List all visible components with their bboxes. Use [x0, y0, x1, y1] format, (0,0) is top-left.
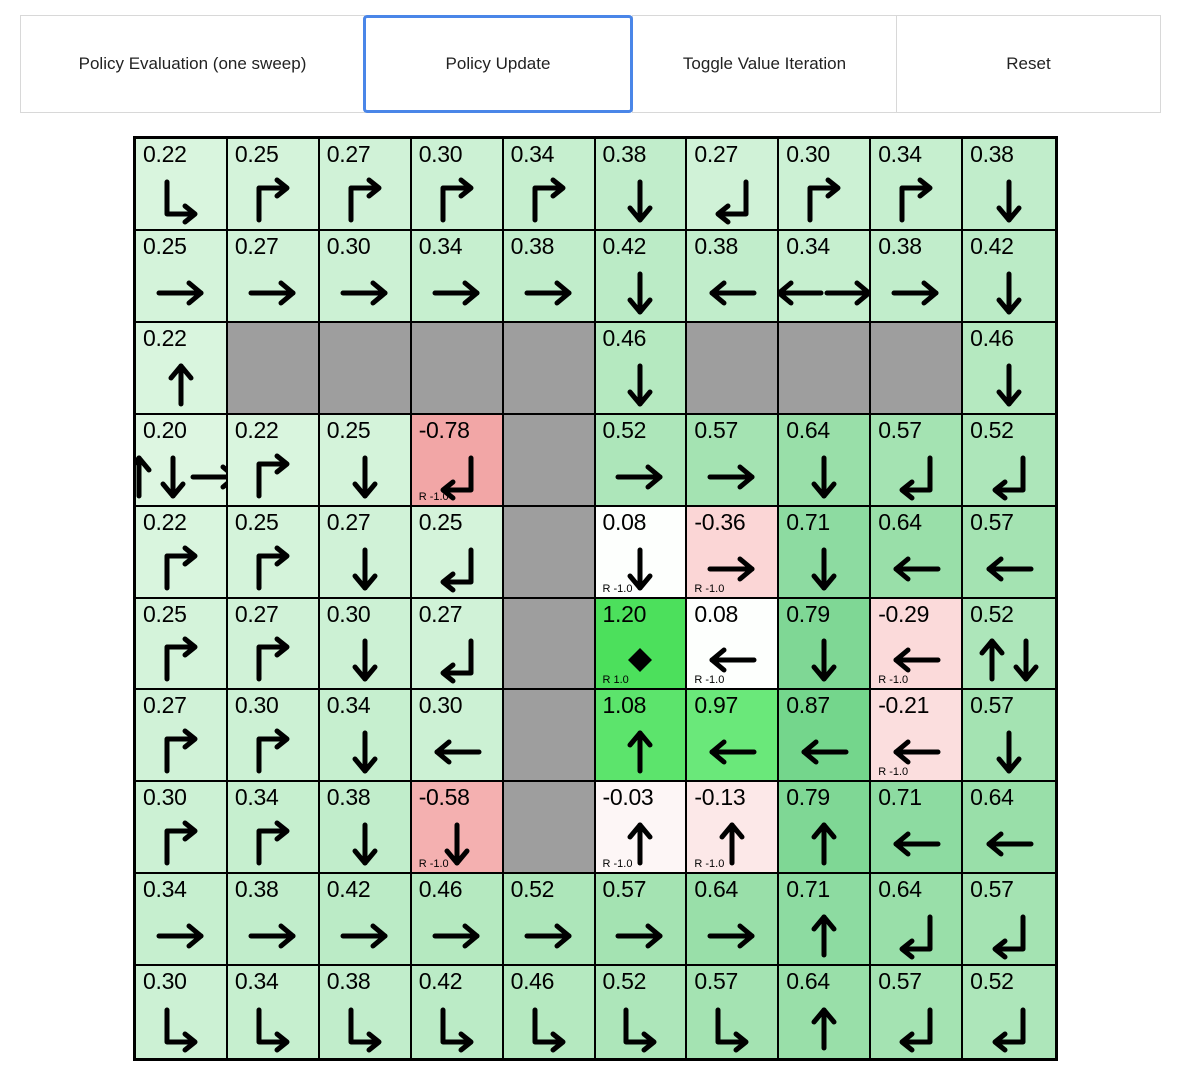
- cell-value: 0.30: [143, 968, 187, 995]
- grid-cell[interactable]: [320, 139, 412, 231]
- cell-policy-arrow: [687, 724, 777, 780]
- grid-cell[interactable]: [687, 599, 779, 691]
- cell-policy-arrow: [963, 633, 1055, 689]
- cell-policy-arrow: [228, 724, 318, 780]
- cell-policy-arrow: [596, 357, 686, 413]
- grid-cell[interactable]: [963, 139, 1055, 231]
- cell-reward: R -1.0: [418, 490, 449, 503]
- cell-value: 0.30: [418, 692, 463, 719]
- cell-value: 0.38: [694, 232, 738, 259]
- cell-reward: R -1.0: [694, 674, 725, 687]
- cell-policy-arrow: [871, 908, 961, 964]
- grid-cell[interactable]: [320, 874, 412, 966]
- cell-policy-arrow: [320, 908, 410, 964]
- cell-policy-arrow: [136, 173, 226, 229]
- cell-policy-arrow: [228, 633, 318, 689]
- cell-value: 0.46: [510, 968, 555, 995]
- grid-cell[interactable]: [412, 690, 504, 782]
- cell-value: 0.71: [878, 784, 922, 811]
- cell-policy-arrow: [136, 357, 226, 413]
- cell-value: 0.25: [143, 232, 187, 259]
- grid-cell[interactable]: [228, 139, 320, 231]
- cell-policy-arrow: [228, 265, 318, 321]
- cell-value: 0.25: [234, 141, 279, 167]
- cell-reward: R -1.0: [694, 858, 725, 871]
- cell-policy-arrow: [963, 173, 1055, 229]
- cell-value: 0.46: [418, 876, 463, 903]
- cell-policy-arrow: [963, 449, 1055, 505]
- cell-value: 0.79: [786, 784, 830, 811]
- cell-policy-arrow: [228, 449, 318, 505]
- grid-cell[interactable]: [136, 415, 228, 507]
- cell-value: 0.64: [878, 876, 922, 903]
- cell-value: 0.52: [510, 876, 555, 903]
- cell-value: 0.38: [326, 968, 371, 995]
- cell-value: 0.46: [602, 324, 647, 351]
- grid-cell[interactable]: [228, 966, 320, 1058]
- cell-policy-arrow: [687, 173, 777, 229]
- cell-policy-arrow: [504, 908, 594, 964]
- grid-cell[interactable]: [963, 599, 1055, 691]
- cell-value: 0.57: [970, 508, 1014, 535]
- grid-cell[interactable]: [779, 415, 871, 507]
- grid-cell[interactable]: [228, 874, 320, 966]
- cell-value: 0.57: [602, 876, 647, 903]
- grid-cell[interactable]: [963, 323, 1055, 415]
- grid-cell[interactable]: [228, 782, 320, 874]
- grid-cell[interactable]: [779, 507, 871, 599]
- grid-cell[interactable]: [504, 874, 596, 966]
- grid-cell[interactable]: [687, 782, 779, 874]
- cell-value: -0.29: [878, 600, 930, 627]
- grid-cell[interactable]: [779, 874, 871, 966]
- cell-policy-arrow: [320, 541, 410, 597]
- cell-policy-arrow: [136, 541, 226, 597]
- grid-cell[interactable]: [779, 599, 871, 691]
- cell-value: 0.64: [786, 968, 830, 995]
- cell-value: 0.38: [970, 141, 1014, 167]
- grid-cell[interactable]: [871, 690, 963, 782]
- cell-policy-arrow: [412, 265, 502, 321]
- cell-policy-arrow: [963, 265, 1055, 321]
- grid-cell[interactable]: [412, 599, 504, 691]
- cell-value: 0.57: [694, 416, 738, 443]
- cell-value: 0.38: [510, 232, 555, 259]
- cell-value: 0.22: [143, 141, 187, 167]
- cell-value: 0.27: [234, 232, 279, 259]
- grid-cell-wall: [504, 507, 596, 599]
- cell-value: 0.34: [326, 692, 371, 719]
- grid-cell[interactable]: [596, 323, 688, 415]
- cell-value: 0.52: [602, 968, 647, 995]
- cell-value: 0.27: [694, 141, 738, 167]
- cell-policy-arrow: [228, 173, 318, 229]
- cell-value: 1.20: [602, 600, 647, 627]
- cell-value: 0.30: [786, 141, 830, 167]
- grid-cell-wall: [504, 690, 596, 782]
- cell-value: 0.42: [326, 876, 371, 903]
- grid-cell[interactable]: [687, 966, 779, 1058]
- grid-cell[interactable]: [320, 507, 412, 599]
- cell-policy-arrow: [504, 1000, 594, 1058]
- cell-value: 0.57: [970, 876, 1014, 903]
- grid-cell-wall: [504, 415, 596, 507]
- cell-reward: R -1.0: [418, 858, 449, 871]
- grid-cell-wall: [228, 323, 320, 415]
- grid-cell-wall: [779, 323, 871, 415]
- cell-policy-arrow: [412, 541, 502, 597]
- grid-cell[interactable]: [228, 415, 320, 507]
- cell-value: 0.08: [694, 600, 738, 627]
- cell-value: 0.79: [786, 600, 830, 627]
- cell-policy-arrow: [779, 724, 869, 780]
- grid-cell[interactable]: [871, 507, 963, 599]
- cell-reward: R -1.0: [602, 582, 633, 595]
- cell-reward: R -1.0: [694, 582, 725, 595]
- cell-value: 0.34: [234, 968, 279, 995]
- reset-label: Reset: [1006, 54, 1051, 73]
- grid-cell[interactable]: [779, 966, 871, 1058]
- cell-value: 0.20: [143, 416, 187, 443]
- cell-value: 0.57: [878, 968, 922, 995]
- cell-policy-arrow: [779, 541, 869, 597]
- grid-cell[interactable]: [596, 782, 688, 874]
- cell-value: 0.30: [326, 600, 371, 627]
- cell-value: 0.42: [970, 232, 1014, 259]
- cell-value: 0.46: [970, 324, 1014, 351]
- cell-value: 0.38: [602, 141, 647, 167]
- grid-cell[interactable]: [412, 966, 504, 1058]
- cell-reward: R 1.0: [602, 674, 629, 687]
- grid-cell[interactable]: [412, 415, 504, 507]
- grid-cell[interactable]: [228, 690, 320, 782]
- grid-cell-wall: [871, 323, 963, 415]
- cell-value: 0.52: [602, 416, 647, 443]
- grid-cell[interactable]: [136, 231, 228, 323]
- grid-cell[interactable]: [596, 966, 688, 1058]
- cell-value: 0.22: [143, 508, 187, 535]
- grid-cell[interactable]: [871, 231, 963, 323]
- cell-policy-arrow: [412, 724, 502, 780]
- reset-button[interactable]: [896, 15, 1161, 113]
- cell-policy-arrow: [228, 816, 318, 872]
- cell-policy-arrow: [779, 173, 869, 229]
- cell-policy-arrow: [779, 1000, 869, 1058]
- cell-policy-arrow: [320, 173, 410, 229]
- cell-policy-arrow: [136, 724, 226, 780]
- grid-cell[interactable]: [779, 690, 871, 782]
- cell-value: 0.71: [786, 508, 830, 535]
- cell-value: 0.64: [786, 416, 830, 443]
- cell-value: 0.34: [143, 876, 187, 903]
- cell-value: -0.21: [878, 692, 930, 719]
- cell-value: 0.64: [694, 876, 738, 903]
- cell-value: 0.30: [143, 784, 187, 811]
- policy-evaluation-button[interactable]: [20, 15, 365, 113]
- cell-policy-arrow: [228, 1000, 318, 1058]
- cell-value: 0.71: [786, 876, 830, 903]
- cell-value: 0.27: [143, 692, 187, 719]
- grid-cell[interactable]: [320, 599, 412, 691]
- cell-value: 0.64: [970, 784, 1014, 811]
- grid-cell[interactable]: [963, 415, 1055, 507]
- cell-policy-arrow: [596, 724, 686, 780]
- cell-value: 0.22: [143, 324, 187, 351]
- grid-cell[interactable]: [963, 874, 1055, 966]
- grid-cell[interactable]: [963, 690, 1055, 782]
- grid-cell[interactable]: [228, 231, 320, 323]
- cell-policy-arrow: [136, 265, 226, 321]
- cell-policy-arrow: [320, 449, 410, 505]
- grid-cell[interactable]: [963, 966, 1055, 1058]
- cell-policy-arrow: [871, 265, 961, 321]
- grid-cell[interactable]: [963, 782, 1055, 874]
- cell-policy-arrow: [320, 724, 410, 780]
- cell-policy-arrow: [596, 449, 686, 505]
- cell-policy-arrow: [871, 1000, 961, 1058]
- cell-policy-arrow: [871, 816, 961, 872]
- grid-cell[interactable]: [687, 139, 779, 231]
- cell-value: -0.58: [418, 784, 470, 811]
- grid-cell[interactable]: [136, 782, 228, 874]
- cell-policy-arrow: [136, 633, 226, 689]
- grid-cell[interactable]: [320, 415, 412, 507]
- grid-cell[interactable]: [320, 690, 412, 782]
- policy-evaluation-label: Policy Evaluation (one sweep): [78, 54, 307, 73]
- grid-cell[interactable]: [320, 782, 412, 874]
- grid-cell[interactable]: [412, 507, 504, 599]
- cell-policy-arrow: [320, 816, 410, 872]
- grid-cell[interactable]: [871, 415, 963, 507]
- grid-cell[interactable]: [412, 782, 504, 874]
- cell-value: 0.27: [418, 600, 463, 627]
- cell-policy-arrow: [779, 816, 869, 872]
- grid-cell[interactable]: [596, 415, 688, 507]
- grid-cell[interactable]: [687, 690, 779, 782]
- grid-cell-wall: [504, 323, 596, 415]
- cell-policy-arrow: [136, 908, 226, 964]
- grid-cell[interactable]: [412, 139, 504, 231]
- cell-policy-arrow: [871, 541, 961, 597]
- grid-cell[interactable]: [320, 966, 412, 1058]
- cell-value: 0.34: [510, 141, 555, 167]
- grid-cell-wall: [320, 323, 412, 415]
- cell-policy-arrow: [136, 816, 226, 872]
- cell-value: 0.27: [326, 508, 371, 535]
- cell-policy-arrow: [779, 633, 869, 689]
- grid-cell[interactable]: [596, 690, 688, 782]
- grid-cell[interactable]: [136, 599, 228, 691]
- grid-cell[interactable]: [412, 231, 504, 323]
- grid-cell-wall: [504, 599, 596, 691]
- toggle-value-iteration-button[interactable]: [632, 15, 897, 113]
- cell-policy-arrow: [687, 1000, 777, 1058]
- cell-value: 0.22: [234, 416, 279, 443]
- grid-cell[interactable]: [779, 139, 871, 231]
- cell-policy-arrow: [963, 908, 1055, 964]
- cell-reward: R -1.0: [878, 674, 909, 687]
- cell-value: 1.08: [602, 692, 647, 719]
- cell-policy-arrow: [412, 1000, 502, 1058]
- cell-policy-arrow: [871, 173, 961, 229]
- grid-cell[interactable]: [504, 966, 596, 1058]
- grid-cell[interactable]: [779, 231, 871, 323]
- grid-cell[interactable]: [136, 966, 228, 1058]
- grid-cell[interactable]: [320, 231, 412, 323]
- grid-cell[interactable]: [687, 507, 779, 599]
- grid-cell[interactable]: [596, 599, 688, 691]
- cell-value: 0.25: [143, 600, 187, 627]
- grid-cell[interactable]: [596, 507, 688, 599]
- cell-policy-arrow: [779, 908, 869, 964]
- cell-policy-arrow: [963, 1000, 1055, 1058]
- grid-cell[interactable]: [136, 323, 228, 415]
- cell-value: 0.27: [326, 141, 371, 167]
- cell-policy-arrow: [687, 449, 777, 505]
- cell-value: 0.57: [878, 416, 922, 443]
- cell-policy-arrow: [779, 265, 869, 321]
- cell-policy-arrow: [228, 541, 318, 597]
- grid-cell[interactable]: [504, 231, 596, 323]
- cell-policy-arrow: [320, 1000, 410, 1058]
- grid-cell[interactable]: [687, 874, 779, 966]
- cell-policy-arrow: [412, 908, 502, 964]
- grid-cell[interactable]: [136, 139, 228, 231]
- grid-cell[interactable]: [136, 874, 228, 966]
- cell-policy-arrow: [687, 265, 777, 321]
- cell-value: -0.03: [602, 784, 654, 811]
- cell-value: -0.78: [418, 416, 470, 443]
- grid-cell-wall: [504, 782, 596, 874]
- grid-cell[interactable]: [871, 139, 963, 231]
- grid-cell[interactable]: [871, 782, 963, 874]
- cell-policy-arrow: [963, 541, 1055, 597]
- grid-cell[interactable]: [228, 507, 320, 599]
- cell-value: 0.25: [234, 508, 279, 535]
- grid-cell[interactable]: [779, 782, 871, 874]
- cell-value: 0.08: [602, 508, 647, 535]
- cell-value: 0.34: [878, 141, 922, 167]
- cell-value: 0.30: [234, 692, 279, 719]
- cell-policy-arrow: [136, 449, 226, 505]
- cell-policy-arrow: [504, 265, 594, 321]
- cell-value: 0.57: [694, 968, 738, 995]
- policy-update-label: Policy Update: [445, 54, 551, 73]
- cell-value: 0.42: [602, 232, 647, 259]
- cell-reward: R -1.0: [602, 858, 633, 871]
- grid-cell[interactable]: [228, 599, 320, 691]
- policy-update-button[interactable]: [363, 15, 633, 113]
- grid-cell-wall: [412, 323, 504, 415]
- gridworld: [133, 136, 1058, 1061]
- cell-policy-arrow: [412, 173, 502, 229]
- cell-value: 0.87: [786, 692, 830, 719]
- cell-policy-arrow: [228, 908, 318, 964]
- cell-policy-arrow: [963, 357, 1055, 413]
- cell-value: -0.36: [694, 508, 746, 535]
- cell-value: 0.52: [970, 416, 1014, 443]
- cell-policy-arrow: [412, 633, 502, 689]
- cell-value: 0.30: [326, 232, 371, 259]
- grid-cell[interactable]: [963, 507, 1055, 599]
- toolbar: [20, 15, 1170, 113]
- grid-cell[interactable]: [136, 507, 228, 599]
- cell-policy-arrow: [320, 633, 410, 689]
- grid-cell[interactable]: [687, 231, 779, 323]
- grid-cell[interactable]: [596, 139, 688, 231]
- cell-policy-arrow: [963, 724, 1055, 780]
- grid-cell[interactable]: [871, 874, 963, 966]
- toggle-value-iteration-label: Toggle Value Iteration: [682, 54, 847, 73]
- cell-policy-arrow: [504, 173, 594, 229]
- grid-cell[interactable]: [687, 415, 779, 507]
- cell-value: 0.27: [234, 600, 279, 627]
- grid-cell[interactable]: [136, 690, 228, 782]
- gridworld-cells: [136, 139, 1055, 1058]
- cell-value: -0.13: [694, 784, 746, 811]
- cell-policy-arrow: [136, 1000, 226, 1058]
- cell-value: 0.38: [878, 232, 922, 259]
- cell-policy-arrow: [320, 265, 410, 321]
- cell-policy-arrow: [687, 908, 777, 964]
- cell-reward: R -1.0: [878, 766, 909, 779]
- grid-cell-wall: [687, 323, 779, 415]
- cell-value: 0.38: [234, 876, 279, 903]
- cell-value: 0.97: [694, 692, 738, 719]
- cell-value: 0.52: [970, 600, 1014, 627]
- cell-value: 0.25: [418, 508, 463, 535]
- cell-policy-arrow: [596, 908, 686, 964]
- cell-value: 0.52: [970, 968, 1014, 995]
- grid-cell[interactable]: [412, 874, 504, 966]
- cell-value: 0.38: [326, 784, 371, 811]
- cell-value: 0.30: [418, 141, 463, 167]
- grid-cell[interactable]: [871, 966, 963, 1058]
- cell-policy-arrow: [963, 816, 1055, 872]
- grid-cell[interactable]: [596, 231, 688, 323]
- cell-value: 0.34: [786, 232, 830, 259]
- grid-cell[interactable]: [963, 231, 1055, 323]
- grid-cell[interactable]: [871, 599, 963, 691]
- cell-policy-arrow: [596, 1000, 686, 1058]
- cell-policy-arrow: [596, 173, 686, 229]
- cell-value: 0.34: [234, 784, 279, 811]
- cell-policy-arrow: [596, 265, 686, 321]
- grid-cell[interactable]: [504, 139, 596, 231]
- cell-policy-arrow: [779, 449, 869, 505]
- grid-cell[interactable]: [596, 874, 688, 966]
- cell-value: 0.57: [970, 692, 1014, 719]
- cell-value: 0.34: [418, 232, 463, 259]
- cell-value: 0.25: [326, 416, 371, 443]
- cell-value: 0.42: [418, 968, 463, 995]
- cell-policy-arrow: [871, 449, 961, 505]
- cell-value: 0.64: [878, 508, 922, 535]
